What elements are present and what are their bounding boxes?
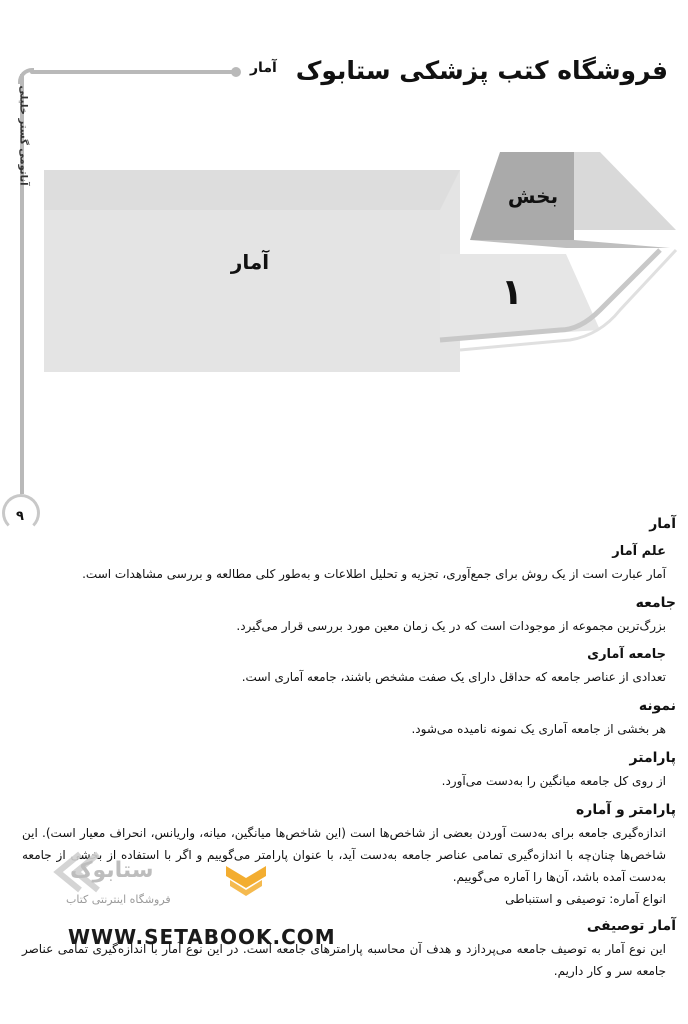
text-statistical-population: تعدادی از عناصر جامعه که حداقل دارای یک صفت مشخص باشند، جامعه آماری است. [241,670,666,684]
watermark-name: ستابوک [70,858,154,883]
heading-population: جامعه [635,595,676,611]
chapter-panel-shade [44,170,460,210]
heading-sample: نمونه [638,698,676,714]
section-title: آمار [649,516,676,532]
heading-parameter: پارامتر [629,750,676,766]
text-parameter: از روی کل جامعه میانگین را به‌دست می‌آورد. [441,774,666,788]
page-number: ۹ [16,509,24,524]
watermark-subtitle: فروشگاه اینترنتی کتاب [66,893,171,906]
text-descriptive: این نوع آمار به توصیف جامعه می‌پردازد و هدف آن محاسبه پارامترهای جامعه است. در این نوع آمار با اندازه‌گیری تمامی عناصر جامعه سر و کار داریم. [22,942,666,978]
text-statistics-science: آمار عبارت است از یک روش برای جمع‌آوری، تجزیه و تحلیل اطلاعات و به‌طور کلی مطالعه و بررسی مشاهدات است. [82,567,666,581]
heading-statistics-science: علم آمار [612,544,666,559]
watermark-site: WWW.SETABOOK.COM [68,925,336,949]
text-sample: هر بخشی از جامعه آماری یک نمونه نامیده می‌شود. [411,722,666,736]
text-parameter-statistic: اندازه‌گیری جامعه برای به‌دست آوردن بعضی از شاخص‌ها است (این شاخص‌ها میانگین، میانه، واریانس، انحراف معیار است). این شاخص‌ها چنان‌چه با اندازه‌گیری تمامی عناصر جامعه به‌دست آید، با عنوان پارامتر می‌گوییم و اگر با استفاده از بخشی از جامعه به‌دست آمده باشد، آن‌ها را آماره می‌گوییم. [22,826,666,884]
chapter-title: آمار [230,250,270,274]
heading-statistical-population: جامعه آماری [587,647,666,662]
section-tag: آمار [250,60,277,76]
rail-dot [231,67,241,77]
site-title: فروشگاه کتب پزشکی ستابوک [295,56,668,85]
heading-descriptive: آمار توصیفی [586,918,676,934]
text-statistic-types: انواع آماره: توصیفی و استنباطی [505,892,666,906]
chapter-number: ۱ [501,272,523,313]
text-population: بزرگ‌ترین مجموعه از موجودات است که در یک زمان معین مورد بررسی قرار می‌گیرد. [236,619,666,633]
chapter-banner [0,140,688,380]
vertical-book-label: آناتومی گستر خلیلی [17,85,29,186]
chapter-word: بخش [507,184,559,208]
heading-parameter-statistic: پارامتر و آماره [576,802,676,818]
header-rail [30,70,234,74]
chapter-tab-bottom [470,240,670,248]
